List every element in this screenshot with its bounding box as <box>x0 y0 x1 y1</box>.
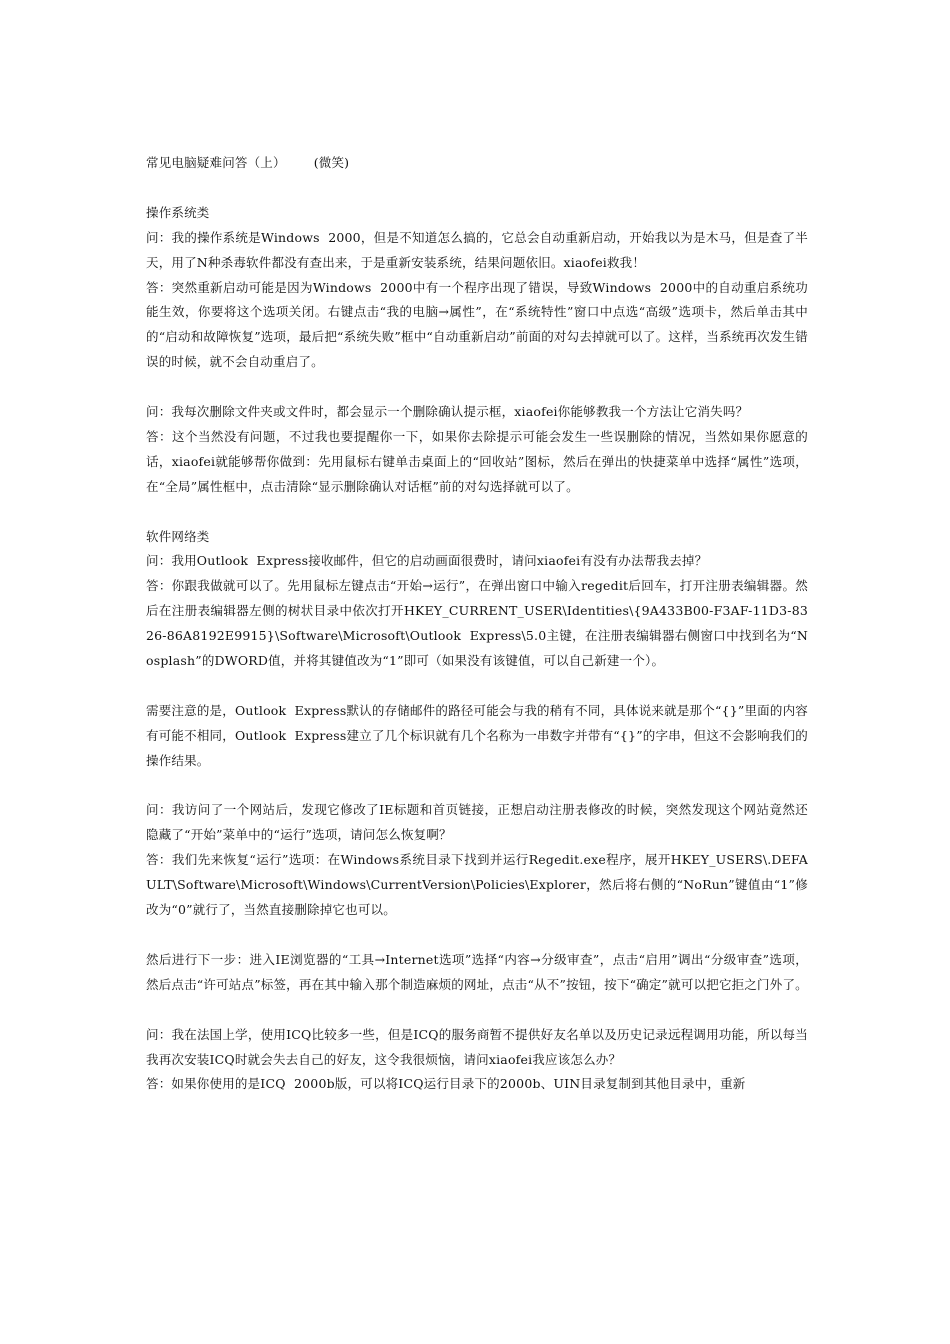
spacer <box>146 774 808 799</box>
spacer <box>146 176 808 201</box>
question-4: 问：我访问了一个网站后，发现它修改了IE标题和首页链接，正想启动注册表修改的时候，突然发现这个网站竟然还隐藏了“开始”菜单中的“运行”选项，请问怎么恢复啊？ <box>146 802 808 843</box>
answer-4: 答：我们先来恢复“运行”选项：在Windows系统目录下找到并运行Regedit.exe程序，展开HKEY_USERS\.DEFAULT\Software\Microsoft\Windows\CurrentVersion\Policies\Explorer，然后将右侧的“NoRun”键值由“1”修改为“0”就行了，当然直接删除掉它也可以。 <box>146 852 808 918</box>
question-1: 问：我的操作系统是Windows 2000，但是不知道怎么搞的，它总会自动重新启动，开始我以为是木马，但是查了半天，用了N种杀毒软件都没有查出来，于是重新安装系统，结果问题依旧。xiaofei救我！ <box>146 229 808 270</box>
answer-1: 答：突然重新启动可能是因为Windows 2000中有一个程序出现了错误，导致Windows 2000中的自动重启系统功能生效，你要将这个选项关闭。右键点击“我的电脑→属性”，在“系统特性”窗口中点选“高级”选项卡，然后单击其中的“启动和故障恢复”选项，最后把“系统失败”框中“自动重新启动”前面的对勾去掉就可以了。这样，当系统再次发生错误的时候，就不会自动重启了。 <box>146 279 808 370</box>
question-2: 问：我每次删除文件夹或文件时，都会显示一个删除确认提示框，xiaofei你能够教我一个方法让它消失吗？ <box>146 404 749 420</box>
answer-5: 答：如果你使用的是ICQ 2000b版，可以将ICQ运行目录下的2000b、UIN目录复制到其他目录中，重新 <box>146 1076 746 1092</box>
title-note: (微笑) <box>313 155 350 170</box>
spacer <box>146 923 808 948</box>
document-title: 常见电脑疑难问答（上） <box>146 155 286 170</box>
spacer <box>146 998 808 1023</box>
document-title-line <box>146 151 808 176</box>
spacer <box>146 500 808 525</box>
spacer <box>146 375 808 400</box>
section-heading-os: 操作系统类 <box>146 204 210 220</box>
answer-2: 答：这个当然没有问题，不过我也要提醒你一下，如果你去除提示可能会发生一些误删除的情况，当然如果你愿意的话，xiaofei就能够帮你做到：先用鼠标右键单击桌面上的“回收站”图标，然后在弹出的快捷菜单中选择“属性”选项，在“全局”属性框中，点击清除“显示删除确认对话框”前的对勾选择就可以了。 <box>146 428 808 494</box>
spacer <box>146 674 808 699</box>
question-3: 问：我用Outlook Express接收邮件，但它的启动画面很费时，请问xiaofei有没有办法帮我去掉？ <box>146 553 708 569</box>
note-3: 需要注意的是，Outlook Express默认的存储邮件的路径可能会与我的稍有不同，具体说来就是那个“{}”里面的内容有可能不相同，Outlook Express建立了几个标识就有几个名称为一串数字并带有“{}”的字串，但这不会影响我们的操作结果。 <box>146 702 808 768</box>
document-page <box>146 151 808 1097</box>
answer-3: 答：你跟我做就可以了。先用鼠标左键点击“开始→运行”，在弹出窗口中输入regedit后回车，打开注册表编辑器。然后在注册表编辑器左侧的树状目录中依次打开HKEY_CURRENT_USER\Identities\{9A433B00-F3AF-11D3-8326-86A8192E9915}\Software\Microsoft\Outlook Express\5.0主键，在注册表编辑器右侧窗口中找到名为“Nosplash”的DWORD值，并将其键值改为“1”即可（如果没有该键值，可以自己新建一个）。 <box>146 578 808 669</box>
question-5: 问：我在法国上学，使用ICQ比较多一些，但是ICQ的服务商暂不提供好友名单以及历史记录远程调用功能，所以每当我再次安装ICQ时就会失去自己的好友，这令我很烦恼，请问xiaofei我应该怎么办？ <box>146 1026 808 1067</box>
section-heading-network: 软件网络类 <box>146 528 210 544</box>
note-4: 然后进行下一步：进入IE浏览器的“工具→Internet选项”选择“内容→分级审查”，点击“启用”调出“分级审查”选项，然后点击“许可站点”标签，再在其中输入那个制造麻烦的网址，点击“从不”按钮，按下“确定”就可以把它拒之门外了。 <box>146 951 808 992</box>
